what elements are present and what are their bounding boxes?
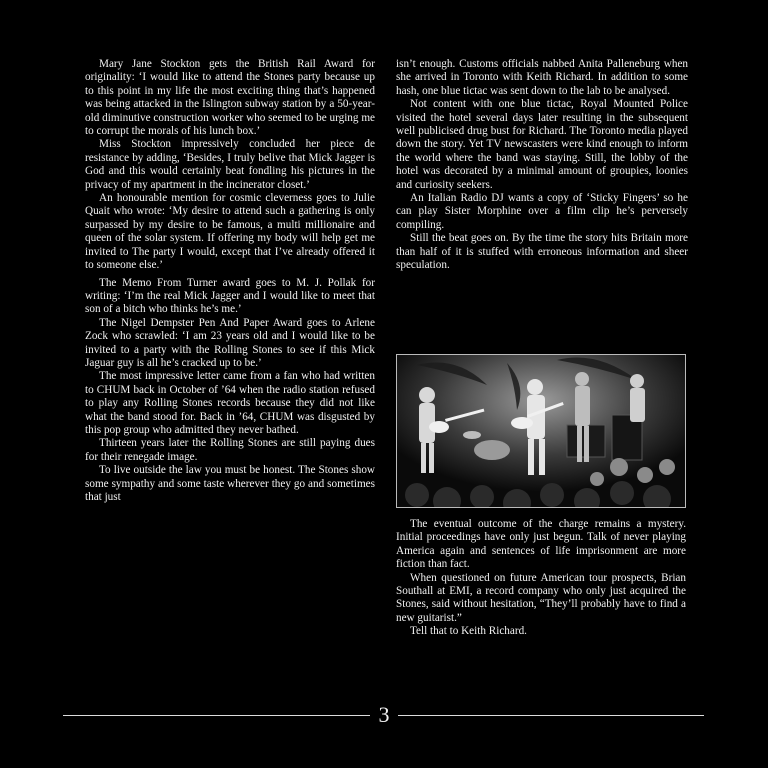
paragraph: Miss Stockton impressively concluded her piece de resistance by adding, ‘Besides, I truly belive that Mick Jagger is God and this would certainly beat fondling his pictures in the privacy of my apartment in the incinerator closet.’ [85, 138, 375, 191]
paragraph: Still the beat goes on. By the time the story hits Britain more than half of it is stuffed with erroneous information and sheer speculation. [396, 232, 688, 272]
paragraph: Not content with one blue tictac, Royal Mounted Police visited the hotel several days later resulting in the subsequent well publicised drug bust for Richard. The Toronto media played down the story. Yet TV newscasters were kind enough to inform the world where the band was staying. Still, the lobby of the hotel was decorated by a minimal amount of groupies, loonies and curiosity seekers. [396, 98, 688, 191]
paragraph: To live outside the law you must be honest. The Stones show some sympathy and some taste wherever they go and sometimes that just [85, 464, 375, 503]
paragraph: The most impressive letter came from a fan who had written to CHUM back in October of ’64 when the radio station refused to play any Rolling Stones records because they did not like what the band stood for. Back in ’64, CHUM was disgusted by this pop group who admitted they never bathed. [85, 370, 375, 436]
concert-photo [396, 354, 686, 508]
right-column-lower [396, 518, 686, 639]
concert-photo-illustration [397, 355, 685, 507]
page-number: 3 [378, 702, 390, 727]
paragraph: Thirteen years later the Rolling Stones are still paying dues for their renegade image. [85, 437, 375, 463]
paragraph: An Italian Radio DJ wants a copy of ‘Sticky Fingers’ so he can play Sister Morphine over a film clip he’s perversely compiling. [396, 192, 688, 231]
paragraph: Tell that to Keith Richard. [410, 625, 527, 638]
paragraph: The Memo From Turner award goes to M. J. Pollak for writing: ‘I’m the real Mick Jagger and I would like to meet that son of a bitch who thinks he’s me.’ [85, 276, 375, 316]
paragraph: When questioned on future American tour prospects, Brian Southall at EMI, a record company who only just acquired the Stones, said without hesitation, “They’ll probably have to find a new guitarist.” [396, 571, 686, 624]
paragraph: Mary Jane Stockton gets the British Rail Award for originality: ‘I would like to attend the Stones party because up to this point in my life the most exciting thing that’s happened was being attacked in the Islington subway station by a 50-year-old diminutive construction worker who seemed to be urging me to corrupt the morals of his lunch box.’ [85, 58, 375, 138]
left-column [85, 58, 375, 504]
paragraph: isn’t enough. Customs officials nabbed Anita Palleneburg when she arrived in Toronto with Keith Richard. In addition to some hash, one blue tictac was sent down to the lab to be analysed. [396, 58, 688, 97]
paragraph: The eventual outcome of the charge remains a mystery. Initial proceedings have only just begun. Talk of never playing America again and sentences of life imprisonment are more fiction than fact. [396, 518, 686, 571]
paragraph: The Nigel Dempster Pen And Paper Award goes to Arlene Zock who scrawled: ‘I am 23 years old and I would like to be invited to a party with the Rolling Stones to see if this Mick Jaguar guy is all he’s cracked up to be.’ [85, 316, 375, 369]
right-column-upper [396, 58, 688, 273]
paragraph: An honourable mention for cosmic cleverness goes to Julie Quait who wrote: ‘My desire to attend such a gathering is only surpassed by my desire to be famous, a multi millionaire and queen of the solar system. If offering my body will help get me invited to The party I would, except that I’ve already offered it to someone else.’ [85, 192, 375, 272]
